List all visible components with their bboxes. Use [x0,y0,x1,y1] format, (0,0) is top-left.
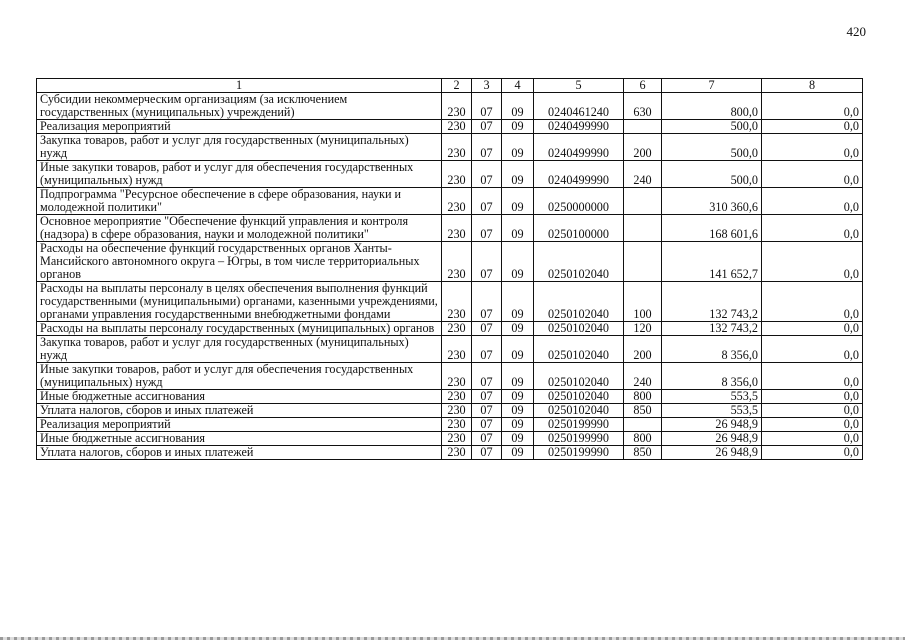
row-col6-cell: 850 [624,446,662,460]
row-col8-cell: 0,0 [762,432,863,446]
row-col7-cell: 310 360,6 [662,188,762,215]
row-name-cell: Реализация мероприятий [37,418,442,432]
row-col8-cell: 0,0 [762,215,863,242]
row-col2-cell: 230 [442,282,472,322]
row-col4-cell: 09 [502,161,534,188]
row-col6-cell: 800 [624,432,662,446]
row-col4-cell: 09 [502,390,534,404]
row-col3-cell: 07 [472,188,502,215]
row-col7-cell: 168 601,6 [662,215,762,242]
row-col4-cell: 09 [502,432,534,446]
row-col8-cell: 0,0 [762,242,863,282]
row-col6-cell [624,215,662,242]
row-name-cell: Расходы на обеспечение функций государственных органов Ханты-Мансийского автономного округа – Югры, в том числе территориальных органов [37,242,442,282]
row-col4-cell: 09 [502,446,534,460]
table-row [37,418,863,432]
table-row [37,93,863,120]
row-name-cell: Уплата налогов, сборов и иных платежей [37,446,442,460]
row-col6-cell: 240 [624,363,662,390]
header-col-6: 6 [624,79,662,93]
row-col3-cell: 07 [472,282,502,322]
row-col8-cell: 0,0 [762,418,863,432]
row-col3-cell: 07 [472,134,502,161]
row-col5-cell: 0240499990 [534,120,624,134]
header-col-1: 1 [37,79,442,93]
row-name-cell: Иные бюджетные ассигнования [37,390,442,404]
header-col-8: 8 [762,79,863,93]
header-col-7: 7 [662,79,762,93]
row-col7-cell: 500,0 [662,161,762,188]
row-col2-cell: 230 [442,120,472,134]
row-col7-cell: 26 948,9 [662,418,762,432]
row-col4-cell: 09 [502,322,534,336]
header-col-3: 3 [472,79,502,93]
row-col5-cell: 0250102040 [534,242,624,282]
row-col7-cell: 800,0 [662,93,762,120]
row-col2-cell: 230 [442,242,472,282]
budget-table [36,78,863,460]
row-col3-cell: 07 [472,446,502,460]
row-name-cell: Иные закупки товаров, работ и услуг для обеспечения государственных (муниципальных) нужд [37,363,442,390]
table-row [37,188,863,215]
row-col2-cell: 230 [442,363,472,390]
row-col5-cell: 0250102040 [534,363,624,390]
row-col3-cell: 07 [472,390,502,404]
row-col3-cell: 07 [472,93,502,120]
row-col7-cell: 8 356,0 [662,336,762,363]
row-col3-cell: 07 [472,418,502,432]
row-col2-cell: 230 [442,446,472,460]
row-col7-cell: 553,5 [662,390,762,404]
table-header-row [37,79,863,93]
table-row [37,432,863,446]
row-col2-cell: 230 [442,404,472,418]
row-name-cell: Иные закупки товаров, работ и услуг для обеспечения государственных (муниципальных) нужд [37,161,442,188]
row-name-cell: Иные бюджетные ассигнования [37,432,442,446]
table-row [37,161,863,188]
table-row [37,215,863,242]
row-col6-cell: 120 [624,322,662,336]
row-col2-cell: 230 [442,322,472,336]
row-col8-cell: 0,0 [762,390,863,404]
row-col6-cell: 630 [624,93,662,120]
row-col3-cell: 07 [472,404,502,418]
row-col3-cell: 07 [472,336,502,363]
row-col2-cell: 230 [442,390,472,404]
row-col5-cell: 0250102040 [534,282,624,322]
row-col6-cell [624,188,662,215]
table-row [37,336,863,363]
row-col4-cell: 09 [502,363,534,390]
row-col3-cell: 07 [472,161,502,188]
row-col7-cell: 8 356,0 [662,363,762,390]
row-col5-cell: 0250102040 [534,322,624,336]
row-col5-cell: 0240461240 [534,93,624,120]
row-col8-cell: 0,0 [762,282,863,322]
row-col5-cell: 0250000000 [534,188,624,215]
row-col2-cell: 230 [442,161,472,188]
row-col3-cell: 07 [472,363,502,390]
row-col6-cell [624,418,662,432]
row-col4-cell: 09 [502,404,534,418]
row-name-cell: Расходы на выплаты персоналу в целях обеспечения выполнения функций государственными (муниципальными) органами, казенными учреждениями, органами управления государственными внебюджетными фондами [37,282,442,322]
row-col7-cell: 500,0 [662,134,762,161]
row-name-cell: Закупка товаров, работ и услуг для государственных (муниципальных) нужд [37,134,442,161]
row-col2-cell: 230 [442,93,472,120]
row-col8-cell: 0,0 [762,363,863,390]
row-col7-cell: 141 652,7 [662,242,762,282]
row-col5-cell: 0250199990 [534,432,624,446]
header-col-2: 2 [442,79,472,93]
row-col5-cell: 0250102040 [534,390,624,404]
row-col7-cell: 26 948,9 [662,432,762,446]
table-row [37,446,863,460]
page-number: 420 [846,24,866,39]
row-col6-cell [624,120,662,134]
row-col5-cell: 0250100000 [534,215,624,242]
row-col4-cell: 09 [502,215,534,242]
row-col6-cell: 200 [624,134,662,161]
row-col7-cell: 132 743,2 [662,282,762,322]
header-col-5: 5 [534,79,624,93]
row-col7-cell: 500,0 [662,120,762,134]
row-col8-cell: 0,0 [762,120,863,134]
row-col6-cell: 200 [624,336,662,363]
row-col4-cell: 09 [502,188,534,215]
row-col6-cell: 850 [624,404,662,418]
row-col6-cell: 100 [624,282,662,322]
row-name-cell: Основное мероприятие "Обеспечение функций управления и контроля (надзора) в сфере образования, науки и молодежной политики" [37,215,442,242]
table-row [37,242,863,282]
row-col2-cell: 230 [442,432,472,446]
header-col-4: 4 [502,79,534,93]
row-col4-cell: 09 [502,282,534,322]
row-col8-cell: 0,0 [762,93,863,120]
table-row [37,404,863,418]
row-col3-cell: 07 [472,242,502,282]
table-row [37,282,863,322]
row-col8-cell: 0,0 [762,161,863,188]
row-col8-cell: 0,0 [762,336,863,363]
row-col2-cell: 230 [442,215,472,242]
row-col8-cell: 0,0 [762,188,863,215]
row-col5-cell: 0250199990 [534,418,624,432]
row-col5-cell: 0250102040 [534,336,624,363]
row-col5-cell: 0250102040 [534,404,624,418]
row-col7-cell: 132 743,2 [662,322,762,336]
row-col3-cell: 07 [472,322,502,336]
row-name-cell: Закупка товаров, работ и услуг для государственных (муниципальных) нужд [37,336,442,363]
row-col5-cell: 0250199990 [534,446,624,460]
row-col4-cell: 09 [502,418,534,432]
row-col3-cell: 07 [472,432,502,446]
row-name-cell: Субсидии некоммерческим организациям (за исключением государственных (муниципальных) учреждений) [37,93,442,120]
table-row [37,322,863,336]
row-col4-cell: 09 [502,336,534,363]
table-row [37,134,863,161]
row-col2-cell: 230 [442,134,472,161]
row-col7-cell: 26 948,9 [662,446,762,460]
row-col4-cell: 09 [502,242,534,282]
row-col8-cell: 0,0 [762,322,863,336]
row-col4-cell: 09 [502,93,534,120]
row-col2-cell: 230 [442,188,472,215]
row-col4-cell: 09 [502,134,534,161]
row-col3-cell: 07 [472,120,502,134]
row-col8-cell: 0,0 [762,404,863,418]
table-row [37,363,863,390]
table-row [37,120,863,134]
row-col8-cell: 0,0 [762,134,863,161]
row-col5-cell: 0240499990 [534,134,624,161]
row-col4-cell: 09 [502,120,534,134]
row-name-cell: Реализация мероприятий [37,120,442,134]
row-name-cell: Уплата налогов, сборов и иных платежей [37,404,442,418]
row-col2-cell: 230 [442,336,472,363]
row-col6-cell: 800 [624,390,662,404]
row-col6-cell [624,242,662,282]
row-col7-cell: 553,5 [662,404,762,418]
row-col3-cell: 07 [472,215,502,242]
row-col8-cell: 0,0 [762,446,863,460]
table-row [37,390,863,404]
row-name-cell: Расходы на выплаты персоналу государственных (муниципальных) органов [37,322,442,336]
row-name-cell: Подпрограмма "Ресурсное обеспечение в сфере образования, науки и молодежной политики" [37,188,442,215]
row-col6-cell: 240 [624,161,662,188]
row-col2-cell: 230 [442,418,472,432]
row-col5-cell: 0240499990 [534,161,624,188]
